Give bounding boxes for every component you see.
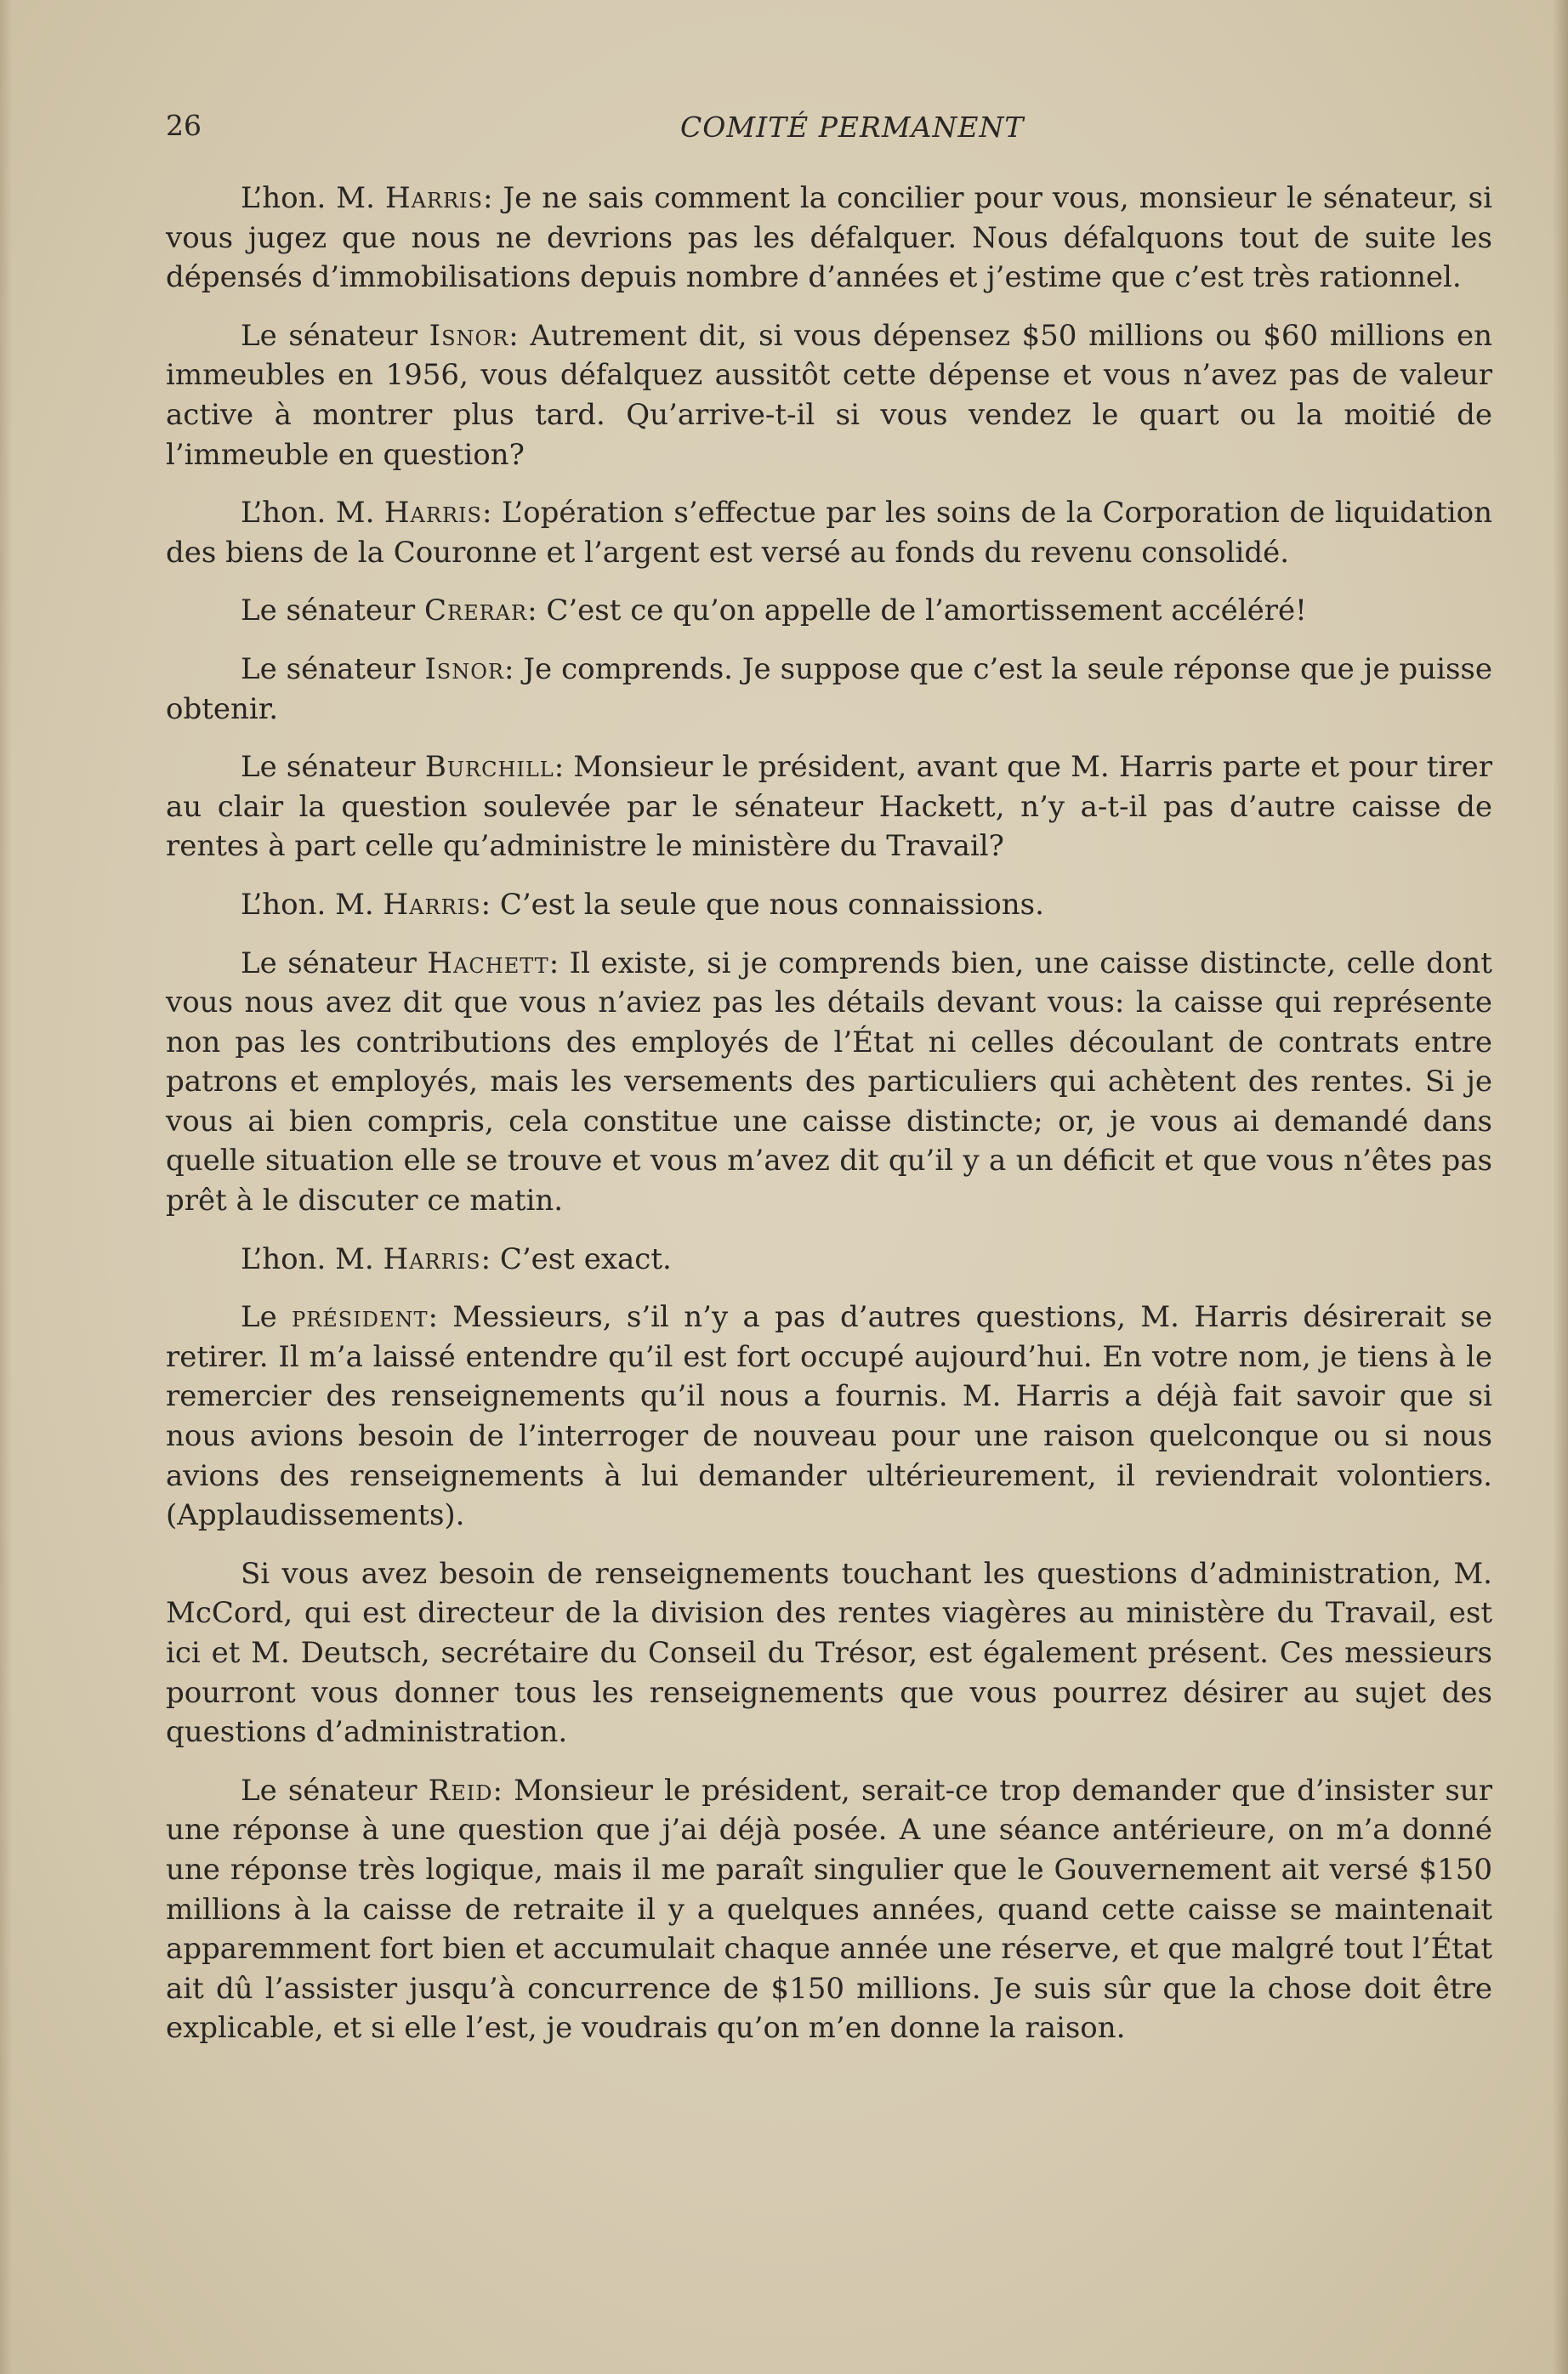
paragraph-text: : Je ne sais comment la concilier pour vous, monsieur le sénateur, si vous jugez que nous ne devrions pas les défalquer. Nous défalquons tout de suite les dépensés d’immobilisations depuis nombre d’années et j’estime que c’est très rationnel.	[166, 181, 1493, 295]
speaker-name: Hachett	[427, 946, 549, 980]
paragraph	[166, 747, 1492, 866]
paragraph-text: Si vous avez besoin de renseignements touchant les questions d’administration, M. McCord, qui est directeur de la division des rentes viagères au ministère du Travail, est ici et M. Deutsch, secrétaire du Conseil du Trésor, est également présent. Ces messieurs pourront vous donner tous les renseignements que vous pourrez désirer au sujet des questions d’administration.	[166, 1556, 1492, 1750]
paragraph-text: : Il existe, si je comprends bien, une caisse distincte, celle dont vous nous avez dit que vous n’aviez pas les détails devant vous: la caisse qui représente non pas les contributions des employés de l’État ni celles découlant de contrats entre patrons et employés, mais les versements des particuliers qui achètent des rentes. Si je vous ai bien compris, cela constitue une caisse distincte; or, je vous ai demandé dans quelle situation elle se trouve et vous m’avez dit qu’il y a un déficit et que vous n’êtes pas prêt à le discuter ce matin.	[166, 946, 1492, 1218]
speaker-name: Harris	[384, 181, 483, 215]
speaker-prefix: L’hon. M.	[241, 181, 385, 215]
paragraph	[166, 591, 1492, 631]
paragraph	[166, 1240, 1492, 1280]
paragraph-text: : L’opération s’effectue par les soins de la Corporation de liquidation des biens de la Couronne et l’argent est versé au fonds du revenu consolidé.	[166, 496, 1492, 570]
speaker-prefix: L’hon. M.	[241, 887, 383, 922]
speaker-name: Crerar	[424, 594, 528, 628]
paragraph-text: : C’est exact.	[480, 1241, 672, 1276]
speaker-prefix: Le sénateur	[241, 651, 425, 686]
paragraph-text: : Monsieur le président, serait-ce trop demander que d’insister sur une réponse à une question que j’ai déjà posée. A une séance antérieure, on m’a donné une réponse très logique, mais il me paraît singulier que le Gouvernement ait versé $150 millions à la caisse de retraite il y a quelques années, quand cette caisse se maintenait apparemment fort bien et accumulait chaque année une réserve, et que malgré tout l’État ait dû l’assister jusqu’à concurrence de $150 millions. Je suis sûr que la chose doit être explicable, et si elle l’est, je voudrais qu’on m’en donne la raison.	[166, 1773, 1492, 2046]
paragraph	[166, 885, 1492, 925]
speaker-prefix: Le sénateur	[241, 318, 429, 353]
paragraph	[166, 493, 1492, 572]
speaker-name: Isnor	[429, 318, 509, 353]
paragraph	[166, 316, 1492, 474]
paragraph-text: : Je comprends. Je suppose que c’est la seule réponse que je puisse obtenir.	[166, 651, 1492, 726]
page-header	[166, 109, 1492, 151]
speaker-prefix: L’hon. M.	[241, 1241, 383, 1276]
speaker-prefix: Le	[241, 1300, 293, 1335]
paragraph	[166, 1771, 1492, 2048]
speaker-name: Harris	[383, 1241, 481, 1276]
speaker-prefix: L’hon. M.	[241, 496, 384, 531]
speaker-name: Isnor	[424, 651, 504, 686]
speaker-name: Harris	[383, 496, 482, 531]
speaker-prefix: Le sénateur	[241, 750, 425, 785]
speaker-name: Reid	[428, 1773, 493, 1808]
paragraph	[166, 1554, 1492, 1752]
speaker-prefix: Le sénateur	[241, 946, 428, 980]
paragraph	[166, 179, 1492, 298]
page-number: 26	[166, 109, 202, 142]
body-text	[166, 179, 1492, 2067]
paragraph	[166, 1298, 1492, 1536]
speaker-name: président	[292, 1300, 429, 1335]
paragraph-text: : C’est la seule que nous connaissions.	[480, 887, 1044, 922]
paragraph-text: : Autrement dit, si vous dépensez $50 millions ou $60 millions en immeubles en 1956, vous défalquez aussitôt cette dépense et vous n’avez pas de valeur active à montrer plus tard. Qu’arrive-t-il si vous vendez le quart ou la moitié de l’immeuble en question?	[166, 318, 1492, 472]
paragraph-text: : Messieurs, s’il n’y a pas d’autres questions, M. Harris désirerait se retirer. Il m’a laissé entendre qu’il est fort occupé aujourd’hui. En votre nom, je tiens à le remercier des renseignements qu’il nous a fournis. M. Harris a déjà fait savoir que si nous avions besoin de l’interroger de nouveau pour une raison quelconque ou si nous avions des renseignements à lui demander ultérieurement, il reviendrait volontiers. (Applaudissements).	[166, 1300, 1492, 1533]
paragraph	[166, 650, 1492, 729]
speaker-prefix: Le sénateur	[241, 594, 424, 628]
speaker-name: Harris	[383, 887, 481, 922]
paragraph-text: : Monsieur le président, avant que M. Harris parte et pour tirer au clair la question soulevée par le sénateur Hackett, n’y a-t-il pas d’autre caisse de rentes à part celle qu’administre le ministère du Travail?	[166, 750, 1492, 864]
paragraph	[166, 944, 1492, 1221]
paragraph-text: : C’est ce qu’on appelle de l’amortissement accéléré!	[527, 594, 1307, 628]
speaker-prefix: Le sénateur	[241, 1773, 429, 1808]
running-title: COMITÉ PERMANENT	[680, 111, 1025, 144]
speaker-name: Burchill	[424, 750, 554, 785]
